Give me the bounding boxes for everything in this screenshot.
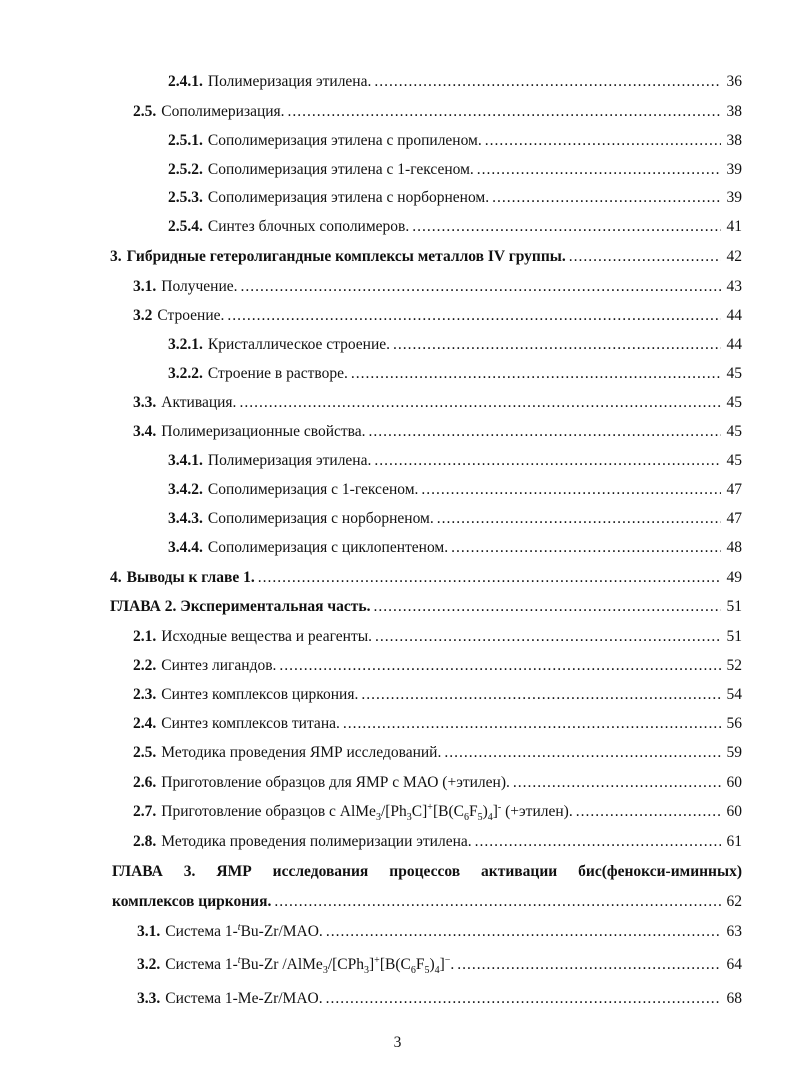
toc-entry (168, 509, 742, 529)
toc-number: 2.3. (133, 686, 157, 703)
toc-page: 61 (726, 833, 742, 850)
toc-leader (492, 188, 721, 208)
toc-leader (326, 989, 721, 1009)
toc-page: 43 (726, 278, 742, 295)
toc-page: 54 (726, 686, 742, 703)
toc-page: 45 (726, 394, 742, 411)
toc-entry-chapter (110, 597, 742, 617)
toc-number: 3.4. (133, 423, 157, 440)
toc-page: 45 (726, 423, 742, 440)
toc-number: 3.3. (137, 990, 161, 1007)
toc-entry (137, 922, 742, 942)
toc-number: 3.2 (133, 307, 153, 324)
toc-page: 60 (726, 774, 742, 791)
toc-entry (110, 568, 742, 588)
toc-entry (133, 656, 742, 676)
toc-page: 63 (726, 923, 742, 940)
toc-page: 68 (726, 990, 742, 1007)
toc-title: Синтез комплексов циркония. (161, 686, 359, 703)
toc-leader (351, 364, 721, 384)
toc-page: 45 (726, 365, 742, 382)
toc-page: 52 (726, 657, 742, 674)
toc-number: 3.1. (137, 923, 161, 940)
page-number: 3 (393, 1034, 402, 1051)
toc-leader (361, 685, 721, 705)
toc-page: 59 (726, 744, 742, 761)
toc-number: 2.2. (133, 657, 157, 674)
toc-title: Система 1-Me-Zr/MAO. (165, 990, 323, 1007)
toc-page: 51 (726, 598, 742, 615)
toc-title: Приготовление образцов с $AlMe_3/[Ph_3C]^+[B(C_6F_5)_4]^-$ (+этилен). (161, 801, 573, 824)
toc-title: Полимеризационные свойства. (161, 423, 366, 440)
toc-page: 47 (726, 481, 742, 498)
toc-title: Получение. (161, 278, 238, 295)
toc-leader (457, 955, 721, 975)
toc-leader (374, 451, 721, 471)
toc-entry (133, 627, 742, 647)
toc-leader (258, 568, 721, 588)
toc-title: Активация. (161, 394, 237, 411)
toc-title: Выводы к главе 1. (126, 569, 255, 586)
toc-entry (137, 989, 742, 1009)
toc-leader (279, 656, 721, 676)
toc-entry (133, 393, 742, 413)
toc-title: Система 1-$^t$Bu-Zr/MAO. (165, 921, 323, 940)
toc-leader (444, 743, 721, 763)
toc-page: 51 (726, 628, 742, 645)
toc-page: 39 (726, 189, 742, 206)
toc-number: 3.2. (137, 956, 161, 973)
toc-leader (393, 335, 721, 355)
toc-title: Полимеризация этилена. (207, 452, 372, 469)
toc-title: Сополимеризация с циклопентеном. (207, 539, 449, 556)
toc-entry (133, 102, 742, 122)
toc-leader (485, 131, 721, 151)
toc-number: 3.1. (133, 278, 157, 295)
toc-page: 44 (726, 307, 742, 324)
toc-leader (326, 922, 721, 942)
toc-entry (133, 773, 742, 793)
toc-page: 42 (726, 248, 742, 265)
toc-entry (133, 306, 742, 326)
toc-entry (133, 743, 742, 763)
toc-number: 2.5.1. (168, 132, 203, 149)
toc-title: Сополимеризация с норборненом. (207, 510, 434, 527)
toc-title: Гибридные гетеролигандные комплексы металлов IV группы. (126, 248, 566, 265)
toc-title: Синтез блочных сополимеров. (207, 218, 410, 235)
toc-page: 64 (726, 956, 742, 973)
chapter-3-heading-line-2: комплексов циркония. (112, 893, 272, 910)
toc-title: ГЛАВА 2. Экспериментальная часть. (110, 598, 371, 615)
toc-number: 2.1. (133, 628, 157, 645)
toc-title: Сополимеризация с 1-гексеном. (207, 481, 419, 498)
toc-number: 2.8. (133, 833, 157, 850)
toc-entry (110, 247, 742, 267)
toc-page: 62 (726, 893, 742, 910)
toc-page: 47 (726, 510, 742, 527)
toc-number: 3.3. (133, 394, 157, 411)
toc-number: 3.4.3. (168, 510, 203, 527)
toc-title: Сополимеризация этилена с пропиленом. (207, 132, 482, 149)
toc-number: 3.4.1. (168, 452, 203, 469)
toc-entry (168, 480, 742, 500)
toc-number: 2.5.2. (168, 161, 203, 178)
toc-page: 38 (726, 103, 742, 120)
toc-title: Приготовление образцов для ЯМР с МАО (+этилен). (161, 774, 510, 791)
toc-page: 56 (726, 715, 742, 732)
toc-leader (343, 714, 721, 734)
toc-leader (373, 597, 721, 617)
toc-title: Строение в растворе. (207, 365, 348, 382)
toc-entry (133, 422, 742, 442)
toc-page: 48 (726, 539, 742, 556)
toc-title: Методика проведения полимеризации этилена. (161, 833, 472, 850)
toc-leader (477, 160, 721, 180)
toc-number: 2.5.4. (168, 218, 203, 235)
toc-leader (227, 306, 721, 326)
toc-entry (168, 364, 742, 384)
toc-number: 2.5.3. (168, 189, 203, 206)
toc-leader (412, 217, 721, 237)
toc-title: Исходные вещества и реагенты. (161, 628, 373, 645)
toc-page: 36 (726, 73, 742, 90)
toc-leader (241, 277, 722, 297)
toc-leader (374, 72, 721, 92)
toc-entry (168, 451, 742, 471)
toc-title: Синтез лигандов. (161, 657, 277, 674)
toc-number: 3.4.4. (168, 539, 203, 556)
toc-title: Сополимеризация. (161, 103, 285, 120)
chapter-3-heading-line-1: ГЛАВА 3. ЯМР исследования процессов активации бис(фенокси-иминных) (112, 863, 742, 880)
toc-leader (421, 480, 721, 500)
toc-page: 60 (726, 803, 742, 820)
toc-number: 2.7. (133, 803, 157, 820)
toc-number: 3.2.2. (168, 365, 203, 382)
toc-number: 3.2.1. (168, 336, 203, 353)
toc-leader (375, 627, 721, 647)
toc-page: 41 (726, 218, 742, 235)
toc-number: 3.4.2. (168, 481, 203, 498)
toc-leader (569, 247, 721, 267)
toc-leader (475, 832, 721, 852)
toc-entry (133, 714, 742, 734)
toc-title: Методика проведения ЯМР исследований. (161, 744, 442, 761)
toc-leader (437, 509, 721, 529)
toc-entry (133, 802, 742, 822)
toc-number: 2.4. (133, 715, 157, 732)
toc-title: Строение. (157, 307, 225, 324)
toc-number: 4. (110, 569, 122, 586)
toc-entry (168, 335, 742, 355)
toc-leader (369, 422, 721, 442)
toc-entry (168, 131, 742, 151)
toc-title: Кристаллическое строение. (207, 336, 391, 353)
toc-title: Полимеризация этилена. (207, 73, 372, 90)
toc-entry (133, 685, 742, 705)
toc-leader (513, 773, 721, 793)
toc-entry (168, 538, 742, 558)
toc-number: 2.5. (133, 744, 157, 761)
toc-entry (168, 188, 742, 208)
toc-entry (168, 160, 742, 180)
toc-title: Сополимеризация этилена с 1-гексеном. (207, 161, 474, 178)
toc-title: Система 1-$^t$Bu-Zr $/AlMe_3/[CPh_3]^+[B(C_6F_5)_4]^-$. (165, 954, 455, 977)
toc-page: 38 (726, 132, 742, 149)
toc-title: Синтез комплексов титана. (161, 715, 340, 732)
toc-entry (133, 832, 742, 852)
toc-leader (239, 393, 721, 413)
toc-entry (168, 217, 742, 237)
toc-entry-chapter (112, 892, 742, 912)
toc-number: 2.4.1. (168, 73, 203, 90)
toc-leader (576, 802, 721, 822)
toc-leader (288, 102, 721, 122)
toc-title: Сополимеризация этилена с норборненом. (207, 189, 490, 206)
toc-page: 44 (726, 336, 742, 353)
toc-page: 45 (726, 452, 742, 469)
toc-entry (168, 72, 742, 92)
toc-leader (274, 892, 721, 912)
toc-page: 39 (726, 161, 742, 178)
toc-number: 2.5. (133, 103, 157, 120)
toc-entry (133, 277, 742, 297)
toc-number: 3. (110, 248, 122, 265)
toc-page: 49 (726, 569, 742, 586)
toc-leader (451, 538, 721, 558)
toc-number: 2.6. (133, 774, 157, 791)
toc-entry (137, 955, 742, 975)
